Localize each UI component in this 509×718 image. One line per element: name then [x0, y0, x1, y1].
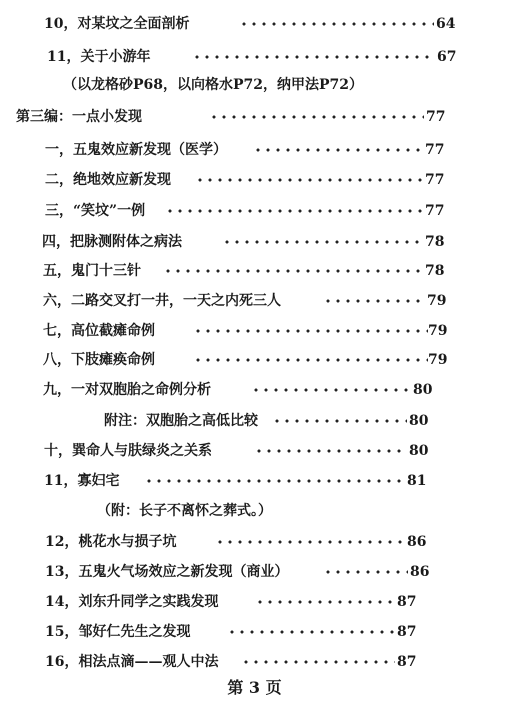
toc-entry [45, 531, 455, 553]
entry-page-number: 87 [397, 624, 417, 640]
entry-title: 附注：双胞胎之高低比较 [104, 413, 258, 429]
entry-page-number: 64 [436, 16, 456, 32]
toc-entry [43, 260, 453, 282]
page-number-footer: 第 3 页 [227, 678, 282, 697]
entry-title: 寡妇宅 [77, 473, 120, 489]
toc-entry [44, 440, 454, 462]
entry-number: 13， [45, 564, 79, 580]
toc-entry [45, 169, 455, 191]
entry-page-number: 77 [426, 109, 446, 125]
entry-number: 11， [47, 49, 81, 65]
entry-title: 下肢瘫痪命例 [71, 352, 155, 368]
toc-entry [43, 320, 453, 342]
entry-page-number: 86 [410, 564, 430, 580]
toc-entry [45, 200, 455, 222]
dot-leader [165, 200, 425, 222]
dot-leader [272, 410, 407, 432]
dot-leader [193, 349, 428, 371]
dot-leader [251, 379, 411, 401]
entry-page-number: 80 [409, 413, 429, 429]
entry-page-number: 67 [437, 49, 457, 65]
entry-title: 刘东升同学之实践发现 [78, 594, 219, 610]
entry-number: 五， [43, 263, 71, 279]
entry-page-number: 77 [425, 172, 445, 188]
toc-entry [45, 139, 455, 161]
entry-number: 六， [43, 293, 71, 309]
dot-leader [323, 561, 408, 583]
entry-page-number: 79 [427, 293, 447, 309]
entry-number: 二， [45, 172, 73, 188]
entry-page-number: 77 [425, 203, 445, 219]
entry-title: 一点小发现 [72, 109, 142, 125]
toc-entry [43, 379, 453, 401]
entry-title: 绝地效应新发现 [73, 172, 171, 188]
entry-title: 邹好仁先生之发现 [78, 624, 191, 640]
entry-page-number: 87 [397, 594, 417, 610]
toc-note: （附：长子不离怀之葬式。） [97, 503, 272, 519]
dot-leader [323, 290, 423, 312]
toc-entry [45, 561, 455, 583]
dot-leader [222, 231, 422, 253]
entry-title: 一对双胞胎之命例分析 [71, 382, 211, 398]
entry-title: 关于小游年 [80, 49, 151, 65]
toc-entry [44, 470, 454, 492]
entry-number: 七， [43, 323, 71, 339]
entry-number: 九， [43, 382, 71, 398]
entry-page-number: 87 [397, 654, 417, 670]
dot-leader [255, 591, 395, 613]
entry-number: 10， [44, 16, 78, 32]
dot-leader [192, 46, 432, 68]
entry-title: “笑坟”一例 [73, 203, 146, 219]
toc-entry [44, 13, 454, 35]
dot-leader [195, 169, 425, 191]
entry-title: 鬼门十三针 [71, 263, 141, 279]
entry-title: 相法点滴——观人中法 [78, 654, 219, 670]
dot-leader [215, 531, 405, 553]
entry-number: 12， [45, 534, 79, 550]
dot-leader [209, 106, 424, 128]
toc-section-heading [16, 106, 456, 128]
entry-title: 五鬼火气场效应之新发现（商业） [78, 564, 289, 580]
entry-number: 14， [45, 594, 79, 610]
entry-page-number: 80 [413, 382, 433, 398]
dot-leader [241, 651, 395, 673]
dot-leader [227, 621, 395, 643]
entry-title: 二路交叉打一井，一天之内死三人 [71, 293, 281, 309]
entry-page-number: 79 [428, 323, 448, 339]
toc-entry [45, 621, 455, 643]
toc-entry [47, 46, 457, 68]
entry-title: 五鬼效应新发现（医学） [73, 142, 227, 158]
entry-title: 把脉测附体之病法 [70, 234, 182, 250]
entry-number: 11， [44, 473, 78, 489]
entry-page-number: 78 [425, 234, 445, 250]
entry-title: 高位截瘫命例 [71, 323, 155, 339]
dot-leader [239, 13, 434, 35]
entry-title: 巽命人与肤绿炎之关系 [72, 443, 212, 459]
entry-title: 桃花水与损子坑 [78, 534, 177, 550]
entry-page-number: 79 [428, 352, 448, 368]
toc-entry [43, 290, 453, 312]
entry-number: 十， [44, 443, 72, 459]
dot-leader [253, 139, 423, 161]
toc-entry [45, 591, 455, 613]
entry-page-number: 78 [425, 263, 445, 279]
entry-number: 八， [43, 352, 71, 368]
toc-entry [104, 410, 454, 432]
entry-page-number: 81 [407, 473, 427, 489]
entry-page-number: 80 [409, 443, 429, 459]
entry-number: 第三编： [16, 109, 72, 125]
toc-entry [43, 349, 453, 371]
toc-entry [45, 651, 455, 673]
dot-leader [163, 260, 423, 282]
dot-leader [144, 470, 404, 492]
entry-number: 四， [42, 234, 70, 250]
entry-number: 15， [45, 624, 79, 640]
dot-leader [254, 440, 404, 462]
dot-leader [193, 320, 428, 342]
entry-number: 一， [45, 142, 73, 158]
entry-title: 对某坟之全面剖析 [77, 16, 190, 32]
entry-number: 三， [45, 203, 73, 219]
toc-entry [42, 231, 452, 253]
toc-note: （以龙格砂P68，以向格水P72，纳甲法P72） [63, 77, 364, 93]
entry-page-number: 77 [425, 142, 445, 158]
entry-page-number: 86 [407, 534, 427, 550]
entry-number: 16， [45, 654, 79, 670]
